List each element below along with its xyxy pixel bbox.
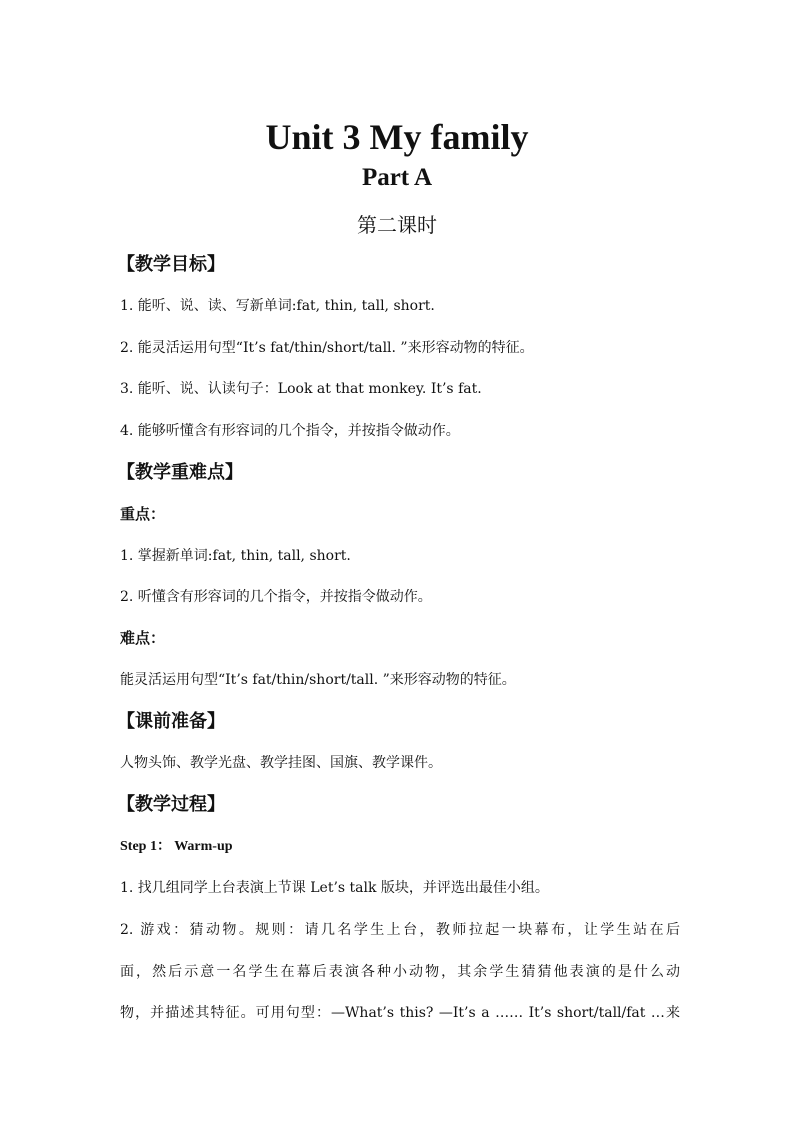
focus-item-2: 2. 听懂含有形容词的几个指令，并按指令做动作。 [120, 589, 432, 605]
process-line-2: 2. 游戏：猜动物。规则：请几名学生上台，教师拉起一块幕布，让学生站在后 [120, 922, 680, 938]
prep-heading: 【课前准备】 [117, 711, 225, 732]
goal-item-2: 2. 能灵活运用句型“It’s fat/thin/short/tall. ”来形容动物的特征。 [120, 340, 534, 356]
goals-heading: 【教学目标】 [117, 254, 225, 275]
difficulty-text: 能灵活运用句型“It’s fat/thin/short/tall. ”来形容动物的特征。 [120, 672, 516, 688]
process-line-4: 物，并描述其特征。可用句型：—What’s this? —It’s a …… It’s short/tall/fat …来 [120, 1005, 680, 1021]
focus-item-1: 1. 掌握新单词:fat, thin, tall, short. [120, 548, 351, 564]
focus-label: 重点： [120, 505, 166, 523]
document-subtitle: Part A [361, 164, 433, 191]
process-line-3: 面，然后示意一名学生在幕后表演各种小动物，其余学生猜猜他表演的是什么动 [120, 964, 680, 980]
process-line-1: 1. 找几组同学上台表演上节课 Let’s talk 版块，并评选出最佳小组。 [120, 880, 549, 896]
goal-item-4: 4. 能够听懂含有形容词的几个指令，并按指令做动作。 [120, 423, 460, 439]
goal-item-3: 3. 能听、说、认读句子：Look at that monkey. It’s fat. [120, 381, 482, 397]
difficulty-label: 难点： [120, 629, 166, 647]
key-points-heading: 【教学重难点】 [117, 462, 243, 483]
goal-item-1: 1. 能听、说、读、写新单词:fat, thin, tall, short. [120, 298, 435, 314]
process-heading: 【教学过程】 [117, 794, 225, 815]
prep-text: 人物头饰、教学光盘、教学挂图、国旗、教学课件。 [120, 755, 442, 771]
document-title: Unit 3 My family [265, 117, 529, 157]
lesson-label: 第二课时 [357, 213, 437, 237]
step1-label: Step 1： Warm-up [120, 839, 233, 854]
